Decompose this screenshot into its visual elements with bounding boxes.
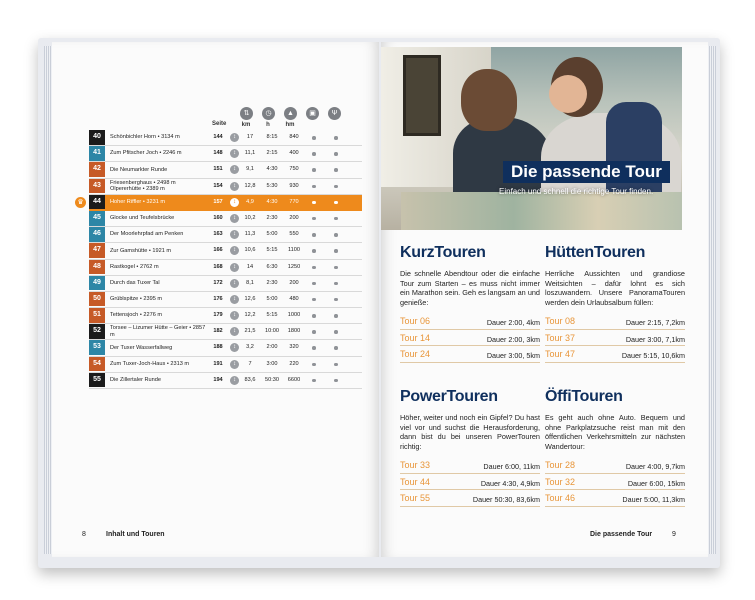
tour-entry: [545, 313, 685, 330]
tour-ref: Tour 24: [400, 349, 431, 359]
tour-duration: Dauer 2:00, 3km: [486, 334, 540, 344]
tour-hours: 5:00: [266, 231, 278, 238]
tour-number: 40: [89, 130, 105, 145]
train-icon: ▣: [306, 107, 319, 120]
tour-entry: [545, 330, 685, 347]
tour-hm: 840: [289, 134, 299, 140]
tour-number: 52: [89, 324, 105, 339]
food-dot: [334, 233, 338, 237]
tour-page: 194: [213, 376, 223, 383]
tour-km: 11,3: [244, 231, 256, 238]
block-title: HüttenTouren: [545, 244, 646, 261]
header-km: km: [241, 122, 251, 128]
train-dot: [312, 152, 316, 156]
difficulty-icon: ↕: [230, 343, 239, 352]
tour-hours: 8:15: [266, 134, 278, 140]
difficulty-icon: ↕: [230, 214, 239, 223]
difficulty-icon: ↕: [230, 376, 239, 385]
page-edges-right: [708, 46, 716, 554]
tour-number: 45: [89, 211, 105, 226]
mountain-icon: ▲: [284, 107, 297, 120]
table-row: [89, 260, 362, 276]
tour-name: Der Moorlehrpfad am Penken: [110, 231, 184, 238]
food-dot: [334, 152, 338, 156]
tour-km: 11,1: [244, 150, 256, 157]
table-row: [89, 340, 362, 356]
tour-entry: [400, 474, 540, 491]
train-dot: [312, 314, 316, 318]
table-row: [89, 146, 362, 162]
tour-page: 144: [213, 134, 223, 140]
train-dot: [312, 233, 316, 237]
tour-hours: 5:15: [266, 312, 278, 319]
train-dot: [312, 346, 316, 350]
tour-km: 14: [246, 263, 254, 270]
block-description: Es geht auch ohne Auto. Bequem und ohne Parkplatzsuche reist man mit den öffentlichen Verkehrsmitteln zur nächsten Wandertour:: [545, 413, 685, 451]
food-dot: [334, 379, 338, 383]
food-dot: [334, 314, 338, 318]
block-kurztouren: [400, 244, 540, 363]
tour-page: 182: [213, 328, 223, 335]
tour-number: 49: [89, 276, 105, 291]
train-dot: [312, 217, 316, 221]
photo-hiker-woman-face: [549, 75, 587, 113]
tour-name: Der Tuxer Wasserfallweg: [110, 344, 173, 351]
tour-duration: Dauer 3:00, 7,1km: [625, 334, 685, 344]
tour-ref: Tour 55: [400, 493, 431, 503]
difficulty-icon: ↕: [230, 198, 239, 207]
table-row: [89, 292, 362, 308]
table-body: [77, 130, 362, 389]
tour-name: Die Neumarkter Runde: [110, 166, 168, 173]
tour-hours: 5:15: [266, 247, 278, 254]
tour-entry: [400, 457, 540, 474]
tour-number: 50: [89, 292, 105, 307]
tour-ref: Tour 47: [545, 349, 576, 359]
tour-km: 83,6: [244, 376, 256, 383]
hero-title: Die passende Tour: [503, 161, 670, 183]
right-page: [381, 42, 708, 557]
table-row: [89, 179, 362, 195]
tour-page: 151: [213, 166, 223, 173]
train-dot: [312, 379, 316, 383]
header-hm: hm: [285, 122, 295, 128]
tour-name: Glocke und Teufelsbrücke: [110, 215, 175, 222]
tour-hm: 770: [289, 198, 299, 205]
table-row: [89, 357, 362, 373]
tour-hm: 1000: [287, 312, 301, 319]
train-dot: [312, 282, 316, 286]
tour-ref: Tour 37: [545, 332, 576, 343]
clock-icon: ◷: [262, 107, 275, 120]
tour-hours: 6:30: [266, 263, 278, 270]
tour-entry: [400, 313, 540, 330]
table-row: [89, 276, 362, 292]
train-dot: [312, 185, 316, 189]
tour-entry: [400, 490, 540, 507]
tour-km: 10,2: [244, 214, 256, 221]
tour-name: Tettensjoch • 2276 m: [110, 312, 163, 319]
tour-hours: 5:30: [266, 182, 278, 189]
food-dot: [334, 298, 338, 302]
tour-duration: Dauer 2:15, 7,2km: [625, 318, 685, 327]
tour-name: Schönbichler Horn • 3134 m: [110, 134, 180, 141]
block-description: Höher, weiter und noch ein Gipfel? Du hast viel vor und suchst die Herausforderung, dann bist du bei unseren PowerTouren richtig:: [400, 413, 540, 451]
tour-hours: 4:30: [266, 198, 278, 205]
tour-number: 54: [89, 357, 105, 372]
tour-hours: 50:30: [265, 376, 279, 383]
tour-number: 51: [89, 308, 105, 323]
tour-number: 53: [89, 340, 105, 355]
block-huettentouren: [545, 244, 685, 363]
train-dot: [312, 330, 316, 334]
tour-page: 148: [213, 150, 223, 157]
tour-ref: Tour 08: [545, 316, 576, 326]
tour-hm: 220: [289, 360, 299, 367]
tour-duration: Dauer 2:00, 4km: [486, 318, 540, 327]
tour-duration: Dauer 6:00, 11km: [483, 462, 540, 471]
tour-ref: Tour 33: [400, 460, 431, 470]
tour-hm: 320: [289, 344, 299, 351]
difficulty-icon: ↕: [230, 230, 239, 239]
tour-hm: 1800: [287, 328, 301, 335]
tour-hm: 930: [289, 182, 299, 189]
train-dot: [312, 298, 316, 302]
right-page-number: 9: [672, 531, 676, 538]
tour-page: 163: [213, 231, 223, 238]
train-dot: [312, 168, 316, 172]
tour-list: [400, 457, 540, 507]
tour-name: Torsee – Lizumer Hütte – Geier • 2857 m: [110, 325, 206, 338]
food-dot: [334, 363, 338, 367]
difficulty-icon: ↕: [230, 133, 239, 142]
tour-ref: Tour 32: [545, 476, 576, 487]
tour-name: Zum Tuxer-Joch-Haus • 2313 m: [110, 360, 190, 367]
train-dot: [312, 363, 316, 367]
tour-page: 172: [213, 279, 223, 286]
food-dot: [334, 136, 338, 140]
tour-page: 157: [213, 198, 223, 205]
tour-entry: [400, 330, 540, 347]
tour-hours: 2:30: [266, 279, 278, 286]
photo-hiker-man-head: [461, 69, 517, 131]
table-row: [89, 130, 362, 146]
train-dot: [312, 136, 316, 140]
tour-hours: 3:00: [266, 360, 278, 367]
difficulty-icon: ↕: [230, 360, 239, 369]
tour-name: Zum Pfitscher Joch • 2246 m: [110, 150, 182, 157]
tour-page: 191: [213, 360, 223, 367]
tour-duration: Dauer 4:30, 4,9km: [480, 478, 540, 488]
tour-ref: Tour 46: [545, 493, 576, 503]
tour-km: 17: [246, 134, 254, 140]
tour-list: [400, 313, 540, 363]
header-h: h: [266, 122, 270, 128]
tour-ref: Tour 44: [400, 476, 431, 487]
difficulty-icon: ↕: [230, 165, 239, 174]
difficulty-icon: ↕: [230, 263, 239, 272]
food-dot: [334, 249, 338, 253]
tour-number: 42: [89, 162, 105, 177]
tour-name: Friesenberghaus • 2498 m Olpererhütte • 2389 m: [110, 179, 176, 193]
tour-km: 12,8: [244, 182, 256, 189]
difficulty-icon: ↕: [230, 279, 239, 288]
tour-km: 3,2: [246, 344, 254, 351]
hero-subtitle: Einfach und schnell die richtige Tour finden.: [499, 187, 654, 196]
tour-hm: 550: [289, 231, 299, 238]
tour-number: 44: [89, 195, 105, 210]
tour-number: 48: [89, 260, 105, 275]
tour-page: 188: [213, 344, 223, 351]
road-icon: ⇅: [240, 107, 253, 120]
tour-page: 154: [213, 182, 223, 189]
tour-duration: Dauer 5:00, 11,3km: [622, 495, 685, 504]
tour-name: Zur Gamshütte • 1921 m: [110, 247, 172, 254]
difficulty-icon: ↕: [230, 327, 239, 336]
tour-page: 176: [213, 295, 223, 302]
tour-number: 43: [89, 179, 105, 194]
table-row: [89, 243, 362, 259]
tour-km: 8,1: [246, 279, 254, 286]
tour-duration: Dauer 3:00, 5km: [486, 351, 540, 360]
tour-name: Grüblspitze • 2395 m: [110, 296, 163, 303]
table-row: [89, 373, 362, 389]
tour-km: 10,6: [244, 247, 256, 254]
train-dot: [312, 266, 316, 270]
tour-hm: 200: [289, 279, 299, 286]
tour-hm: 1100: [287, 247, 301, 254]
hero-photo: [381, 47, 682, 230]
tour-ref: Tour 28: [545, 460, 576, 470]
left-running-title: Inhalt und Touren: [106, 531, 165, 538]
tour-km: 7: [248, 360, 252, 367]
tour-name: Die Zillertaler Runde: [110, 377, 161, 384]
tour-page: 160: [213, 214, 223, 221]
tour-km: 21,5: [244, 328, 256, 335]
tour-ref: Tour 14: [400, 332, 431, 343]
tour-page: 168: [213, 263, 223, 270]
block-powertouren: [400, 388, 540, 507]
difficulty-icon: ↕: [230, 182, 239, 191]
food-dot: [334, 266, 338, 270]
tour-hours: 2:30: [266, 214, 278, 221]
difficulty-icon: ↕: [230, 246, 239, 255]
food-icon: Ψ: [328, 107, 341, 120]
tour-table: [77, 97, 362, 389]
difficulty-icon: ↕: [230, 311, 239, 320]
left-page: [52, 42, 379, 557]
food-dot: [334, 282, 338, 286]
tour-entry: [545, 457, 685, 474]
block-title: KurzTouren: [400, 244, 486, 261]
tour-page: 179: [213, 312, 223, 319]
table-row: [89, 211, 362, 227]
tour-duration: Dauer 6:00, 15km: [627, 478, 685, 488]
tour-hm: 400: [289, 150, 299, 157]
tour-hours: 2:15: [266, 150, 278, 157]
table-row: [89, 162, 362, 178]
table-row: [89, 227, 362, 243]
train-dot: [312, 249, 316, 253]
tour-entry: [400, 346, 540, 363]
table-row: [89, 308, 362, 324]
food-dot: [334, 346, 338, 350]
tour-hours: 5:00: [266, 295, 278, 302]
tour-duration: Dauer 5:15, 10,6km: [621, 351, 685, 360]
food-dot: [334, 201, 338, 205]
tour-hm: 6600: [287, 376, 301, 383]
tour-hours: 2:00: [266, 344, 278, 351]
table-header: [89, 97, 362, 130]
tour-number: 46: [89, 227, 105, 242]
photo-window: [403, 55, 441, 136]
tour-km: 12,2: [244, 312, 256, 319]
tour-hm: 200: [289, 214, 299, 221]
tour-km: 4,9: [246, 198, 254, 205]
tour-number: 47: [89, 243, 105, 258]
table-row: [77, 195, 362, 211]
tour-hm: 480: [289, 295, 299, 302]
tour-page: 166: [213, 247, 223, 254]
block-description: Herrliche Aussichten und grandiose Weitsichten – dafür lohnt es sich loszuwandern. Unsere PanoramaTouren werden dein Urlaubsalbum füllen:: [545, 269, 685, 307]
tour-number: 41: [89, 146, 105, 161]
block-oeffitouren: [545, 388, 685, 507]
tour-hm: 1250: [287, 263, 301, 270]
block-description: Die schnelle Abendtour oder die einfache Tour zum Starten – es muss nicht immer ein Marathon sein. Geh es langsam an und genieße:: [400, 269, 540, 307]
right-running-title: Die passende Tour: [590, 531, 653, 538]
header-seite: Seite: [212, 121, 227, 127]
food-dot: [334, 185, 338, 189]
tour-duration: Dauer 4:00, 9,7km: [625, 462, 685, 471]
tour-duration: Dauer 50:30, 83,6km: [472, 495, 540, 504]
tour-hours: 10:00: [265, 328, 279, 335]
tour-list: [545, 457, 685, 507]
crown-icon: ♛: [75, 197, 86, 208]
tour-km: 9,1: [246, 166, 254, 173]
tour-entry: [545, 474, 685, 491]
difficulty-icon: ↕: [230, 295, 239, 304]
food-dot: [334, 217, 338, 221]
photo-map: [401, 192, 682, 230]
tour-km: 12,6: [244, 295, 256, 302]
table-row: [89, 324, 362, 340]
tour-number: 55: [89, 373, 105, 388]
tour-ref: Tour 06: [400, 316, 431, 326]
tour-list: [545, 313, 685, 363]
left-page-number: 8: [82, 531, 86, 538]
block-title: ÖffiTouren: [545, 388, 623, 405]
tour-hm: 750: [289, 166, 299, 173]
tour-entry: [545, 490, 685, 507]
food-dot: [334, 168, 338, 172]
block-title: PowerTouren: [400, 388, 498, 405]
page-edges-left: [44, 46, 52, 554]
tour-hours: 4:30: [266, 166, 278, 173]
tour-name: Hoher Riffler • 3231 m: [110, 199, 166, 205]
tour-name: Durch das Tuxer Tal: [110, 279, 160, 286]
difficulty-icon: ↕: [230, 149, 239, 158]
tour-entry: [545, 346, 685, 363]
train-dot: [312, 201, 316, 205]
food-dot: [334, 330, 338, 334]
tour-name: Rastkogel • 2762 m: [110, 263, 159, 270]
